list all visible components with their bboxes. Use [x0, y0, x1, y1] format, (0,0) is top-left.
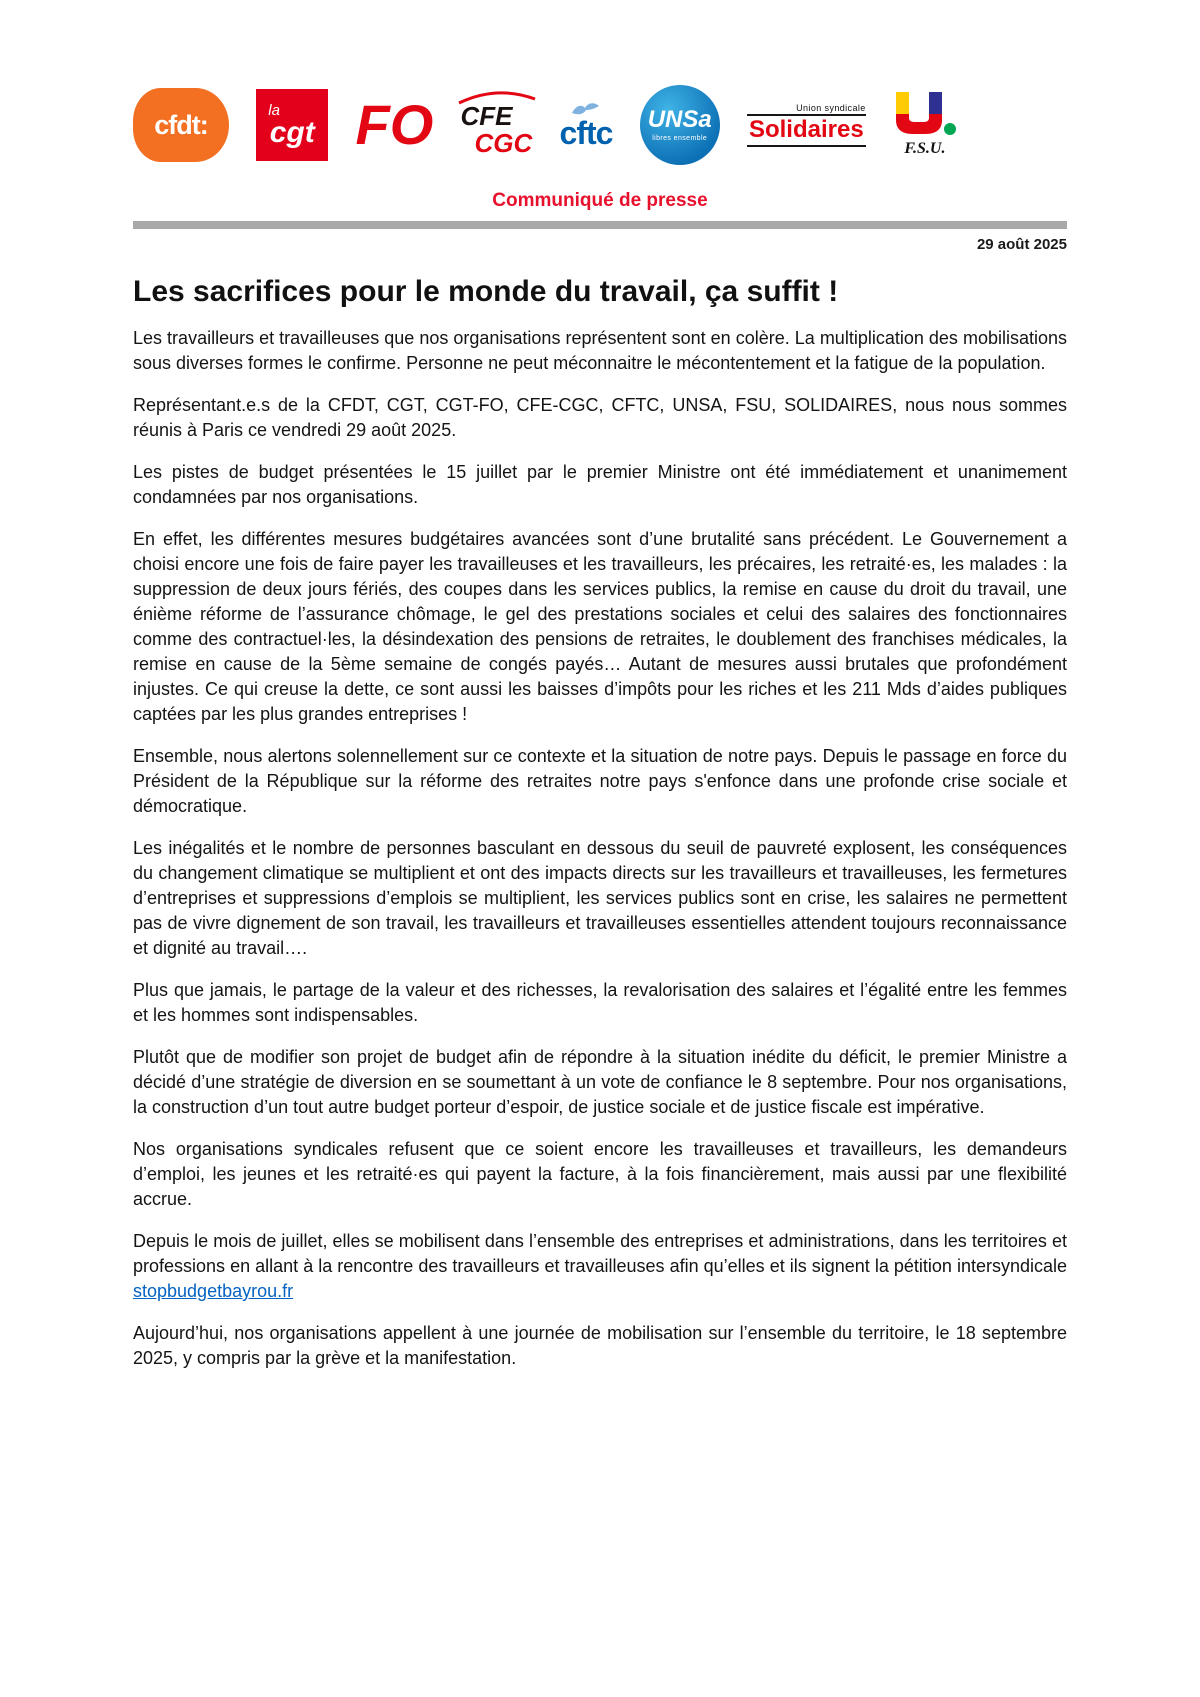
- cgt-logo: [256, 89, 328, 161]
- paragraph-mobilisation: Aujourd’hui, nos organisations appellent à une journée de mobilisation sur l’ensemble du territoire, le 18 septembre 2025, y compris par la grève et la manifestation.: [133, 1323, 1067, 1368]
- fo-logo: [355, 93, 434, 156]
- paragraph-intro: Les travailleurs et travailleuses que nos organisations représentent sont en colère. La multiplication des mobilisations sous diverses formes le confirme. Personne ne peut méconnaitre le mécontentement et la fatigue de la population.: [133, 328, 1067, 373]
- cfe-cgc-logo-line1: CFE: [460, 101, 513, 132]
- paragraph-petition-text: Depuis le mois de juillet, elles se mobilisent dans l’ensemble des entreprises et administrations, dans les territoires et professions en allant à la rencontre des travailleurs et travailleuses afin qu’elles et ils signent la pétition intersyndicale: [133, 1231, 1067, 1276]
- unsa-logo-slogan: libres ensemble: [652, 135, 708, 142]
- kicker-communique-de-presse: Communiqué de presse: [492, 190, 708, 211]
- fsu-u-icon: [893, 92, 957, 138]
- fsu-logo-label: F.S.U.: [904, 140, 946, 157]
- page-title: Les sacrifices pour le monde du travail, ça suffit !: [133, 275, 839, 308]
- solidaires-logo: [747, 103, 866, 147]
- unsa-logo-label: UNSa: [647, 106, 712, 133]
- cftc-logo-label: cftc: [559, 115, 613, 151]
- paragraph-representants: Représentant.e.s de la CFDT, CGT, CGT-FO, CFE-CGC, CFTC, UNSA, FSU, SOLIDAIRES, nous nous sommes réunis à Paris ce vendredi 29 août 2025.: [133, 395, 1067, 440]
- paragraph-mesures: En effet, les différentes mesures budgétaires avancées sont d’une brutalité sans précédent. Le Gouvernement a choisi encore une fois de faire payer les travailleuses et les travailleurs, les précaires, les retraité·es, les malades : la suppression de deux jours fériés, des coupes dans les services publics, la remise en cause du droit du travail, une énième réforme de l’assurance chômage, le gel des prestations sociales et celui des salaires des fonctionnaires comme des contractuel·les, la désindexation des pensions de retraites, le doublement des franchises médicales, la remise en cause de la 5ème semaine de congés payés… Autant de mesures aussi brutales que profondément injustes. Ce qui creuse la dette, ce sont aussi les baisses d’impôts pour les riches et les 211 Mds d’aides publiques captées par les plus grandes entreprises !: [133, 529, 1067, 724]
- cfe-cgc-swoosh-icon: [457, 91, 537, 105]
- cfe-cgc-logo: [461, 93, 533, 156]
- cgt-logo-label: cgt: [269, 115, 315, 149]
- cftc-logo: [560, 101, 613, 149]
- cfdt-logo: [133, 88, 229, 162]
- union-logos-row: [133, 82, 957, 168]
- cfdt-logo-label: cfdt:: [154, 109, 208, 140]
- press-release-page: [133, 0, 1067, 1371]
- petition-link[interactable]: stopbudgetbayrou.fr: [133, 1281, 294, 1301]
- unsa-logo: [640, 85, 720, 165]
- paragraph-pistes-budget: Les pistes de budget présentées le 15 juillet par le premier Ministre ont été immédiatement et unanimement condamnées par nos organisations.: [133, 462, 1067, 507]
- date-line: 29 août 2025: [976, 236, 1067, 253]
- solidaires-logo-top: Union syndicale: [796, 102, 866, 113]
- fo-logo-label: FO: [355, 93, 434, 156]
- cgt-logo-top: la: [268, 101, 280, 119]
- header-divider: [133, 221, 1067, 229]
- solidaires-logo-label: Solidaires: [747, 114, 866, 147]
- paragraph-refus: Nos organisations syndicales refusent que ce soient encore les travailleuses et travailleurs, les demandeurs d’emploi, les jeunes et les retraité·es qui payent la facture, à la fois financièrement, mais aussi par une flexibilité accrue.: [133, 1139, 1067, 1209]
- fsu-logo: [893, 92, 957, 158]
- paragraph-vote-confiance: Plutôt que de modifier son projet de budget afin de répondre à la situation inédite du déficit, le premier Ministre a décidé d’une stratégie de diversion en se soumettant à un vote de confiance le 8 septembre. Pour nos organisations, la construction d’un tout autre budget porteur d’espoir, de justice sociale et de justice fiscale est impérative.: [133, 1047, 1067, 1117]
- paragraph-inegalites: Les inégalités et le nombre de personnes basculant en dessous du seuil de pauvreté explosent, les conséquences du changement climatique se multiplient et ont des impacts directs sur les travailleurs et travailleuses, les fermetures d’entreprises et suppressions d’emplois se multiplient, les services publics sont en crise, les salaires ne permettent pas de vivre dignement de son travail, les travailleurs et travailleuses essentielles attendent toujours reconnaissance et dignité au travail….: [133, 838, 1067, 958]
- cfe-cgc-logo-line2: CGC: [474, 128, 533, 158]
- paragraph-alerte: Ensemble, nous alertons solennellement sur ce contexte et la situation de notre pays. Depuis le passage en force du Président de la République sur la réforme des retraites notre pays s'enfonce dans une profonde crise sociale et démocratique.: [133, 746, 1067, 816]
- paragraph-partage: Plus que jamais, le partage de la valeur et des richesses, la revalorisation des salaires et l’égalité entre les femmes et les hommes sont indispensables.: [133, 980, 1067, 1025]
- paragraph-petition: [133, 1229, 1067, 1304]
